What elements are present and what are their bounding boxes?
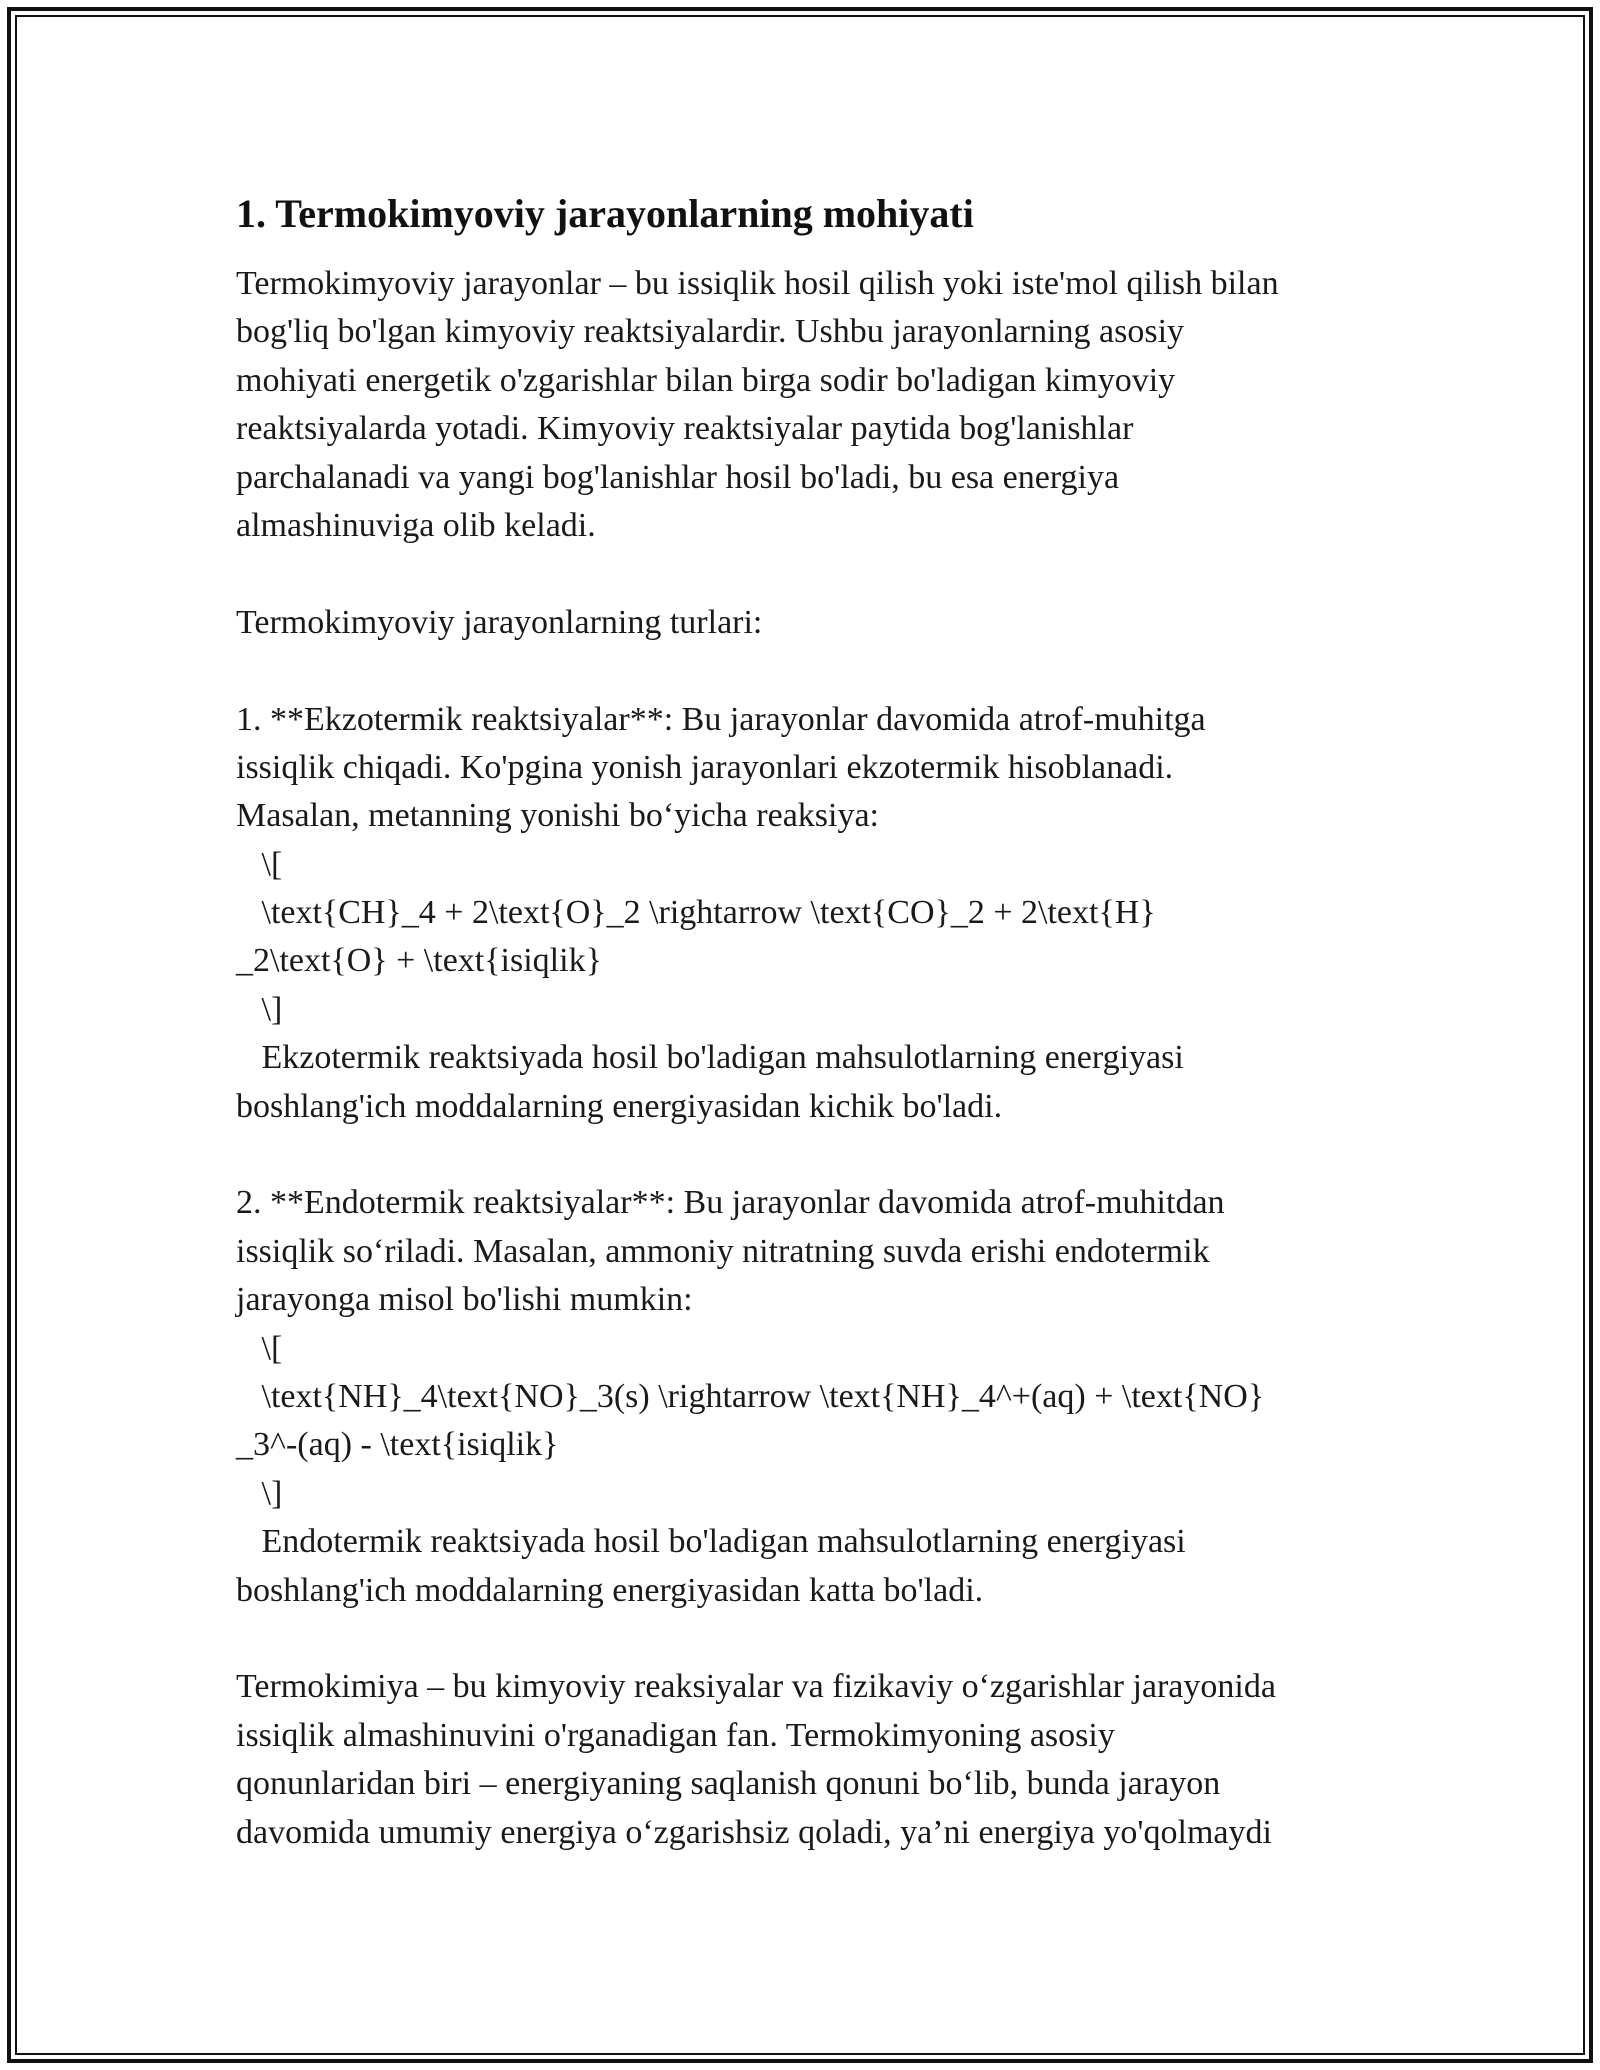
text-line: boshlang'ich moddalarning energiyasidan kichik bo'ladi.: [236, 1087, 1003, 1125]
text-line: Masalan, metanning yonishi bo‘yicha reaksiya:: [236, 797, 879, 835]
document-body: [236, 188, 1386, 1857]
text-line: Endotermik reaktsiyada hosil bo'ladigan mahsulotlarning energiyasi: [236, 1523, 1186, 1561]
blank-line: [236, 550, 1386, 598]
text-line: 2. **Endotermik reaktsiyalar**: Bu jarayonlar davomida atrof-muhitdan: [236, 1184, 1225, 1222]
text-line: bog'liq bo'lgan kimyoviy reaktsiyalardir. Ushbu jarayonlarning asosiy: [236, 313, 1185, 351]
text-line: issiqlik almashinuvini o'rganadigan fan. Termokimyoning asosiy: [236, 1716, 1115, 1754]
text-line: mohiyati energetik o'zgarishlar bilan birga sodir bo'ladigan kimyoviy: [236, 361, 1176, 399]
text-line: issiqlik chiqadi. Ko'pgina yonish jarayonlari ekzotermik hisoblanadi.: [236, 748, 1174, 786]
text-line: Ekzotermik reaktsiyada hosil bo'ladigan mahsulotlarning energiyasi: [236, 1039, 1184, 1077]
text-line: \]: [236, 990, 283, 1028]
text-line: 1. **Ekzotermik reaktsiyalar**: Bu jarayonlar davomida atrof-muhitga: [236, 700, 1206, 738]
blank-line: [236, 647, 1386, 695]
text-line: _3^-(aq) - \text{isiqlik}: [236, 1426, 559, 1464]
text-line: issiqlik so‘riladi. Masalan, ammoniy nitratning suvda erishi endotermik: [236, 1232, 1210, 1270]
text-line: jarayonga misol bo'lishi mumkin:: [236, 1281, 693, 1319]
text-line: \text{NH}_4\text{NO}_3(s) \rightarrow \text{NH}_4^+(aq) + \text{NO}: [236, 1377, 1265, 1415]
text-line: Termokimyoviy jarayonlarning turlari:: [236, 603, 763, 641]
text-line: \text{CH}_4 + 2\text{O}_2 \rightarrow \text{CO}_2 + 2\text{H}: [236, 894, 1156, 932]
blank-line: [236, 1131, 1386, 1179]
text-line: \[: [236, 845, 283, 883]
text-line: Termokimyoviy jarayonlar – bu issiqlik hosil qilish yoki iste'mol qilish bilan: [236, 265, 1279, 302]
text-line: reaktsiyalarda yotadi. Kimyoviy reaktsiyalar paytida bog'lanishlar: [236, 410, 1134, 448]
text-line: parchalanadi va yangi bog'lanishlar hosil bo'ladi, bu esa energiya: [236, 458, 1120, 496]
text-line: \]: [236, 1474, 283, 1512]
text-line: boshlang'ich moddalarning energiyasidan katta bo'ladi.: [236, 1571, 984, 1609]
text-line: qonunlaridan biri – energiyaning saqlanish qonuni bo‘lib, bunda jarayon: [236, 1765, 1221, 1803]
text-line: almashinuviga olib keladi.: [236, 506, 596, 544]
document-text: [236, 260, 1386, 1857]
blank-line: [236, 1615, 1386, 1663]
text-line: Termokimiya – bu kimyoviy reaksiyalar va fizikaviy o‘zgarishlar jarayonida: [236, 1668, 1276, 1706]
text-line: davomida umumiy energiya o‘zgarishsiz qoladi, ya’ni energiya yo'qolmaydi: [236, 1813, 1272, 1851]
document-title: 1. Termokimyoviy jarayonlarning mohiyati: [236, 191, 974, 236]
text-line: \[: [236, 1329, 283, 1367]
text-line: _2\text{O} + \text{isiqlik}: [236, 942, 602, 980]
